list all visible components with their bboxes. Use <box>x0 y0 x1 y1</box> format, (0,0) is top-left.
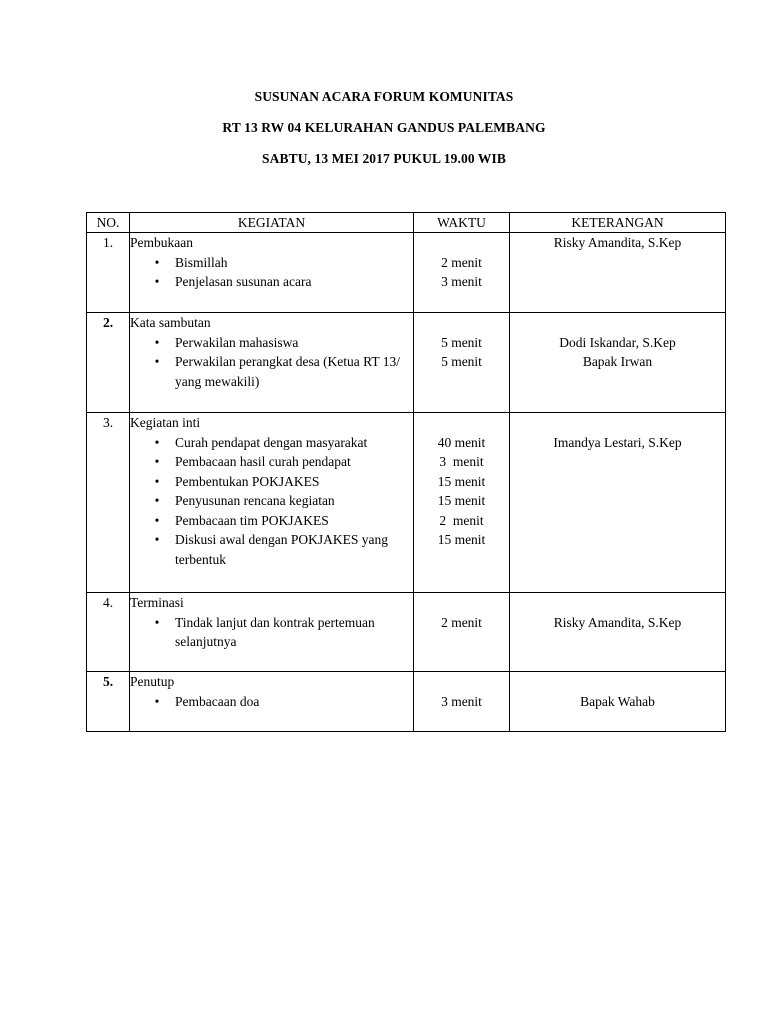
item-text: Perwakilan perangkat desa (Ketua RT 13/ yang mewakili) <box>175 354 400 389</box>
list-item <box>130 433 413 453</box>
item-text: Penyusunan rencana kegiatan <box>175 493 335 508</box>
bullet-icon: • <box>154 254 160 270</box>
column-header-no: NO. <box>87 213 130 233</box>
row-number: 4. <box>87 593 130 672</box>
time-value: 40 menit <box>437 434 486 450</box>
note-value <box>510 313 725 333</box>
note-value <box>510 593 725 613</box>
title-line-1: SUSUNAN ACARA FORUM KOMUNITAS <box>254 89 514 104</box>
item-text: Curah pendapat dengan masyarakat <box>175 434 368 450</box>
time-value: 2 menit <box>439 512 484 528</box>
notes-cell <box>510 233 726 313</box>
time-value: 5 menit <box>441 334 482 350</box>
note-value <box>510 413 725 433</box>
item-text: Bismillah <box>175 254 228 270</box>
list-item <box>130 472 413 492</box>
item-text: Pembentukan POKJAKES <box>175 473 320 489</box>
table-row <box>87 413 726 593</box>
time-value: 15 menit <box>437 473 486 489</box>
time-value: 2 menit <box>441 614 482 630</box>
item-text: Pembacaan tim POKJAKES <box>175 512 329 528</box>
time-value <box>414 593 509 613</box>
notes-cell <box>510 672 726 732</box>
time-value <box>414 313 509 333</box>
table-row <box>87 672 726 732</box>
time-cell <box>414 672 510 732</box>
notes-cell <box>510 313 726 413</box>
notes-cell <box>510 413 726 593</box>
time-value: 3 menit <box>441 274 482 289</box>
bullet-icon: • <box>154 614 160 630</box>
bullet-icon: • <box>154 354 160 369</box>
activity-cell <box>130 313 414 413</box>
note-value <box>510 672 725 692</box>
activity-items <box>130 333 413 392</box>
time-cell <box>414 593 510 672</box>
item-text: Pembacaan doa <box>175 693 260 709</box>
item-text: Diskusi awal dengan POKJAKES yang terbentuk <box>175 532 388 567</box>
list-item <box>130 452 413 472</box>
column-header-keterangan: KETERANGAN <box>510 213 726 233</box>
time-value: 15 menit <box>437 493 486 508</box>
table-row <box>87 593 726 672</box>
schedule-table <box>86 212 726 732</box>
time-value: 15 menit <box>437 532 486 547</box>
note-value: Risky Amandita, S.Kep <box>553 235 682 250</box>
activity-cell <box>130 233 414 313</box>
time-value <box>414 413 509 433</box>
row-number: 3. <box>87 413 130 593</box>
item-text: Tindak lanjut dan kontrak pertemuan selanjutnya <box>175 614 375 649</box>
activity-cell <box>130 672 414 732</box>
row-number: 5. <box>87 672 130 732</box>
time-value <box>414 233 509 253</box>
activity-title: Kegiatan inti <box>130 415 201 430</box>
bullet-icon: • <box>154 493 160 508</box>
time-cell <box>414 233 510 313</box>
item-text: Perwakilan mahasiswa <box>175 334 299 350</box>
list-item <box>130 530 413 569</box>
row-number: 1. <box>87 233 130 313</box>
time-value <box>414 672 509 692</box>
note-value: Bapak Wahab <box>580 693 655 709</box>
column-header-kegiatan: KEGIATAN <box>130 213 414 233</box>
title-line-2: RT 13 RW 04 KELURAHAN GANDUS PALEMBANG <box>222 120 546 135</box>
list-item <box>130 272 413 292</box>
bullet-icon: • <box>154 532 160 547</box>
table-header-row <box>87 213 726 233</box>
bullet-icon: • <box>154 473 160 489</box>
time-value: 2 menit <box>441 254 482 270</box>
list-item <box>130 613 413 652</box>
time-value: 3 menit <box>439 454 484 469</box>
activity-title: Penutup <box>130 674 175 689</box>
time-value: 3 menit <box>441 693 482 709</box>
activity-cell <box>130 593 414 672</box>
list-item <box>130 491 413 511</box>
bullet-icon: • <box>154 512 160 528</box>
table-row <box>87 313 726 413</box>
activity-title: Kata sambutan <box>130 315 211 330</box>
list-item <box>130 253 413 273</box>
activity-cell <box>130 413 414 593</box>
note-value: Dodi Iskandar, S.Kep <box>559 334 676 350</box>
activity-items <box>130 253 413 292</box>
list-item <box>130 511 413 531</box>
time-value: 5 menit <box>441 354 482 369</box>
column-header-waktu: WAKTU <box>414 213 510 233</box>
activity-items <box>130 613 413 652</box>
list-item <box>130 692 413 712</box>
row-number: 2. <box>87 313 130 413</box>
bullet-icon: • <box>154 274 160 289</box>
title-line-3: SABTU, 13 MEI 2017 PUKUL 19.00 WIB <box>262 151 506 166</box>
notes-cell <box>510 593 726 672</box>
list-item <box>130 352 413 391</box>
note-value: Imandya Lestari, S.Kep <box>553 434 682 450</box>
activity-title: Pembukaan <box>130 235 193 250</box>
note-value: Bapak Irwan <box>582 354 653 369</box>
note-value: Risky Amandita, S.Kep <box>553 614 682 630</box>
activity-title: Terminasi <box>130 595 184 610</box>
time-cell <box>414 413 510 593</box>
bullet-icon: • <box>154 434 160 450</box>
bullet-icon: • <box>154 454 160 469</box>
item-text: Pembacaan hasil curah pendapat <box>175 454 351 469</box>
activity-items <box>130 692 413 712</box>
table-row <box>87 233 726 313</box>
list-item <box>130 333 413 353</box>
bullet-icon: • <box>154 334 160 350</box>
bullet-icon: • <box>154 693 160 709</box>
time-cell <box>414 313 510 413</box>
item-text: Penjelasan susunan acara <box>175 274 312 289</box>
activity-items <box>130 433 413 570</box>
